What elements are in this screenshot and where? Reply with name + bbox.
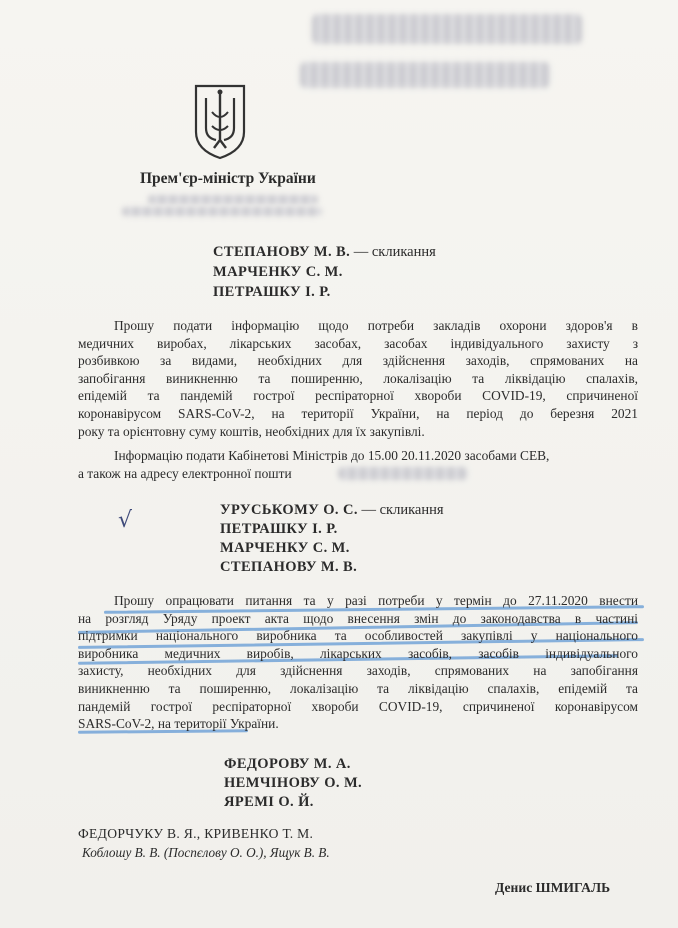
addressee-7: СТЕПАНОВУ М. В. [220, 559, 358, 575]
addressee-4: УРУСЬКОМУ О. С. — скликання [220, 502, 444, 518]
redacted-registration-2 [122, 207, 322, 216]
redacted-resolution-line-1 [312, 14, 582, 44]
paragraph-deadline: Інформацію подати Кабінетові Міністрів до 15.00 20.11.2020 засобами СЕВ, а також на адресу електронної пошти [78, 448, 550, 481]
paragraph-draft-act: Прошу опрацювати питання та у разі потреби у термін до 27.11.2020 внести на розгляд Уряду проект акта щодо внесення змін до законодавства в частині підтримки національного виробника та особливостей закупівлі у національного виробника медичних виробів, лікарських засобів, засобів індивідуального захисту, необхідних для здійснення заходів, спрямованих на запобігання виникненню та поширенню, локалізацію та ліквідацію спалахів, епідемій та пандемій гострої респіраторної хвороби COVID-19, спричиненої коронавірусом SARS-CoV-2, на території України. [78, 593, 638, 732]
redacted-email [338, 467, 468, 480]
addressee-6: МАРЧЕНКУ С. М. [220, 540, 350, 556]
redacted-registration-1 [148, 195, 318, 204]
coat-of-arms-icon [192, 82, 248, 162]
addressee-9: НЕМЧІНОВУ О. М. [224, 775, 363, 791]
addressee-10: ЯРЕМІ О. Й. [224, 794, 314, 810]
addressee-3: ПЕТРАШКУ І. Р. [213, 284, 331, 300]
page-title: Прем'єр-міністр України [140, 170, 316, 187]
paragraph-request-info: Прошу подати інформацію щодо потреби закладів охорони здоров'я в медичних виробах, лікарських засобах, засобах індивідуального захисту з розбивкою за видами, необхідних для здійснення заходів, спрямованих на запобігання виникненню та поширенню, локалізацію та ліквідацію спалахів, епідемій та пандемій гострої респіраторної хвороби COVID-19, спричиненої коронавірусом SARS-CoV-2, на території України, на період до березня 2021 року та орієнтовну суму коштів, необхідних для їх закупівлі. [78, 318, 638, 439]
check-mark-icon: √ [118, 508, 133, 533]
copies-line-1: ФЕДОРЧУКУ В. Я., КРИВЕНКО Т. М. [78, 826, 314, 841]
signature-name: Денис ШМИГАЛЬ [495, 880, 611, 895]
addressee-5: ПЕТРАШКУ І. Р. [220, 521, 338, 537]
redacted-resolution-line-2 [300, 62, 550, 88]
addressee-1: СТЕПАНОВУ М. В. — скликання [213, 244, 436, 260]
addressee-8: ФЕДОРОВУ М. А. [224, 756, 351, 772]
addressee-2: МАРЧЕНКУ С. М. [213, 264, 343, 280]
copies-line-2: Коблошу В. В. (Поспєлову О. О.), Ящук В. В. [82, 845, 330, 860]
